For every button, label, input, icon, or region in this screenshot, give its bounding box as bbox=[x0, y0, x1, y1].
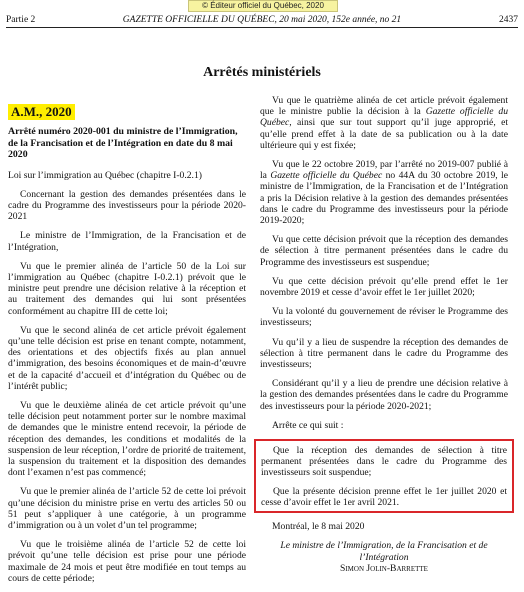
signature-name: Simon Jolin-Barrette bbox=[340, 562, 428, 574]
place-date: Montréal, le 8 mai 2020 bbox=[272, 521, 365, 533]
am-heading: A.M., 2020 bbox=[8, 104, 75, 120]
paragraph-volonte: Vu la volonté du gouvernement de réviser le Programme des investisseurs; bbox=[260, 306, 508, 329]
paragraph-suspension: Vu que cette décision prévoit que la réception des demandes de sélection à titre permanent présentées dans le cadre du Programme des investisseurs est suspendue; bbox=[260, 234, 508, 268]
paragraph-publication: Vu que le quatrième alinéa de cet article prévoit également que le ministre publie la décision à la Gazette officielle du Québec, ainsi que sur tout support qu’il juge approprié, et qu’elle prend effet à la date de sa publication ou à la date ultérieure qui y est fixée; bbox=[260, 95, 509, 151]
paragraph-minister: Le ministre de l’Immigration, de la Francisation et de l’Intégration, bbox=[8, 230, 246, 253]
paragraph-considerant: Considérant qu’il y a lieu de prendre une décision relative à la gestion des demandes présentées dans le cadre du Programme des investisseurs pour la période 2020-2021; bbox=[260, 378, 508, 412]
paragraph-vu-2: Vu que le second alinéa de cet article prévoit également qu’une telle décision est prise en tenant compte, notamment, des orientations et des objectifs fixés au plan annuel d’immigration, des besoins économiques et de main-d’œuvre et de la capacité d’accueil et d’intégration du Québec ou de l’intérêt public; bbox=[8, 324, 246, 392]
paragraph-vu-5: Vu que le troisième alinéa de l’article 52 de cette loi prévoit qu’une telle décision est prise pour une période maximale de 24 mois et peut être modifiée en tout temps au cours de cette période; bbox=[8, 539, 246, 584]
paragraph-concernant: Concernant la gestion des demandes présentées dans le cadre du Programme des investisseurs pour la période 2020-2021 bbox=[8, 188, 246, 223]
signature-title: Le ministre de l’Immigration, de la Francisation et de l’Intégration bbox=[280, 540, 488, 563]
paragraph-suspend: Vu qu’il y a lieu de suspendre la réception des demandes de sélection à titre permanent dans le cadre du Programme des investisseurs; bbox=[260, 336, 508, 371]
paragraph-vu-1: Vu que le premier alinéa de l’article 50 de la Loi sur l’immigration au Québec (chapitre I-0.2.1) prévoit que le ministre peut prendre une décision relative à la réception et au traitement des demandes qui lui sont présentées conformément au chapitre III de cette loi; bbox=[8, 260, 246, 317]
paragraph-arrete-2019: Vu que le 22 octobre 2019, par l’arrêté no 2019-007 publié à la Gazette officielle du Québec no 44A du 30 octobre 2019, le ministre de l’Immigration, de la Francisation et de l’Intégration a pris la Décision relative à la gestion des demandes présentées dans le cadre du Programme des investisseurs pour la période 2019-2020; bbox=[260, 159, 508, 227]
copyright-banner: © Éditeur officiel du Québec, 2020 bbox=[188, 0, 338, 12]
section-title: Arrêtés ministériels bbox=[203, 65, 321, 80]
arrete-heading: Arrête ce qui suit : bbox=[272, 419, 344, 431]
decision-suspension: Que la réception des demandes de sélection à titre permanent présentées dans le cadre du Programme des investisseurs soit suspendue; bbox=[261, 445, 507, 479]
running-header bbox=[6, 13, 518, 28]
decision-effect: Que la présente décision prenne effet le 1er juillet 2020 et cesse d’avoir effet le 1er avril 2021. bbox=[261, 485, 507, 508]
paragraph-vu-3: Vu que le deuxième alinéa de cet article prévoit qu’une telle décision peut notamment porter sur le nombre maximal de demandes que le ministre entend recevoir, la période de réception des demandes, les conditions et modalités de la suspension de leur réception, l’ordre de priorité de traitement, la suspension du traitement et la disposition des demandes dont l’examen n’est pas commencé; bbox=[8, 399, 246, 479]
paragraph-effect-dates: Vu que cette décision prévoit qu’elle prend effet le 1er novembre 2019 et cesse d’avoir effet le 1er juillet 2020; bbox=[260, 275, 508, 299]
left-column bbox=[8, 104, 246, 592]
right-column bbox=[260, 95, 508, 574]
paragraph-vu-4: Vu que le premier alinéa de l’article 52 de cette loi prévoit qu’une décision du ministre prise en vertu des articles 50 ou 51 peut s’appliquer à une catégorie, à un programme d’immigration ou à un volet d’un tel programme; bbox=[8, 486, 246, 531]
header-page-number: 2437 bbox=[499, 15, 518, 25]
header-title: GAZETTE OFFICIELLE DU QUÉBEC, 20 mai 2020, 152e année, no 21 bbox=[122, 15, 402, 25]
law-reference: Loi sur l’immigration au Québec (chapitre I-0.2.1) bbox=[8, 169, 202, 181]
header-part: Partie 2 bbox=[6, 15, 36, 25]
highlight-box bbox=[254, 439, 514, 513]
signature-block bbox=[260, 540, 508, 574]
decree-title: Arrêté numéro 2020-001 du ministre de l’Immigration, de la Francisation et de l’Intégration en date du 8 mai 2020 bbox=[8, 126, 238, 160]
